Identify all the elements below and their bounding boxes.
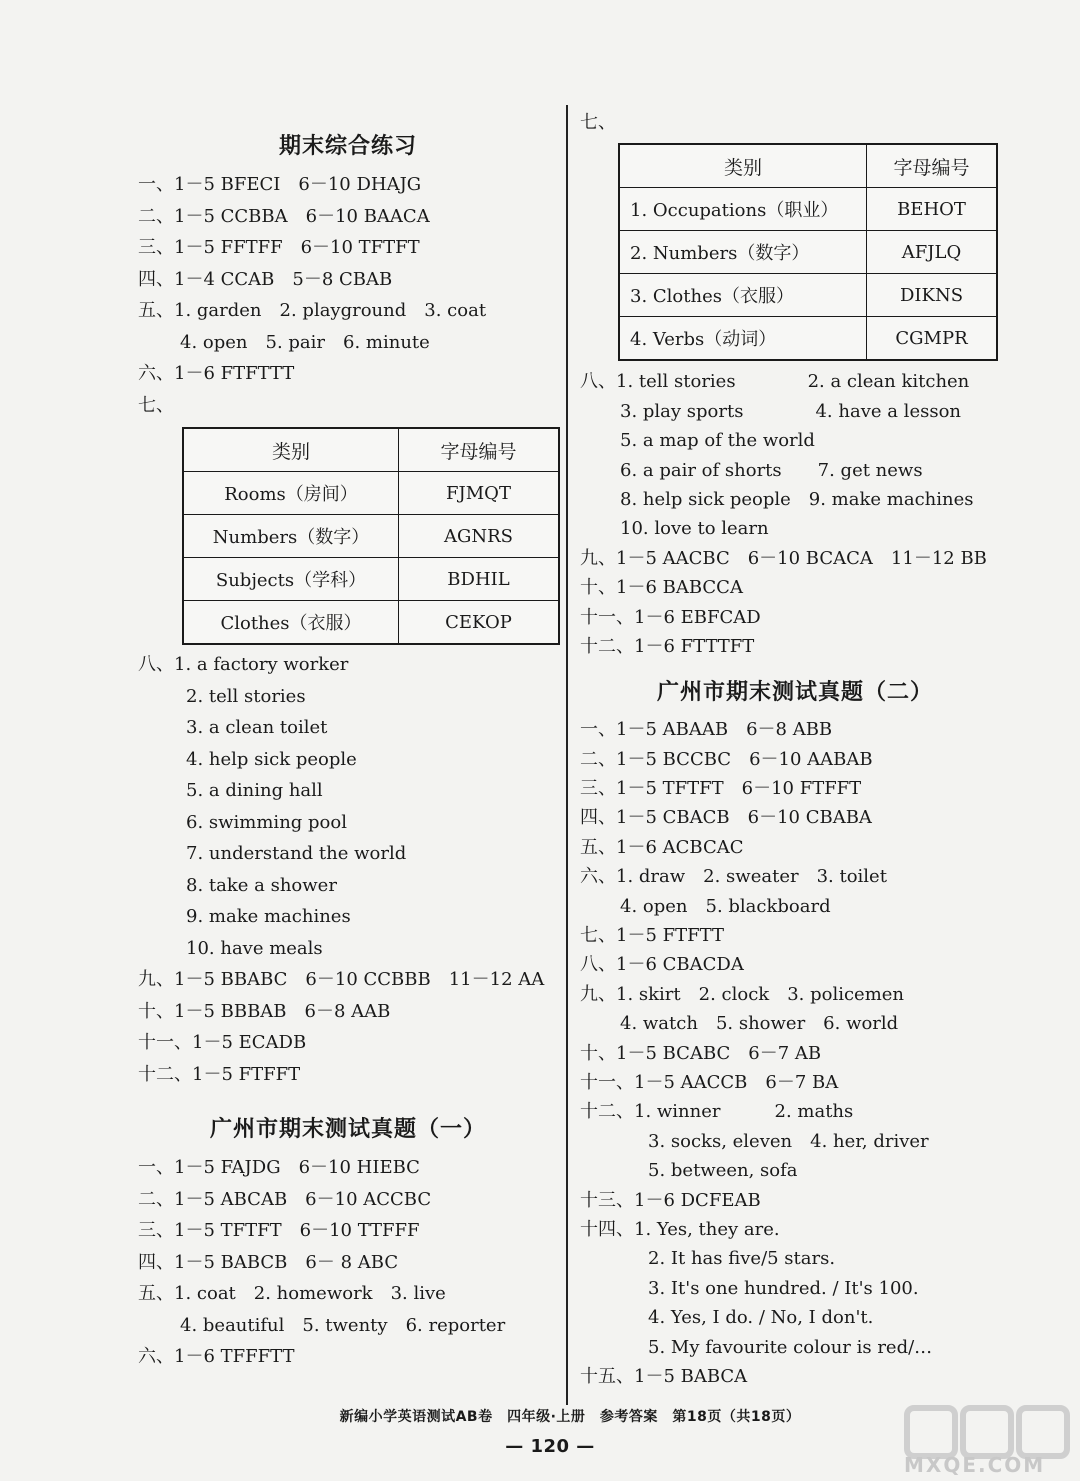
answer-line: 七、1－5 FTFTT [580, 925, 724, 947]
answer-line: 十二、1－6 FTTTFT [580, 635, 755, 657]
answer-line: 一、1－5 FAJDG 6－10 HIEBC [138, 1157, 420, 1178]
answer-line: 七、 [580, 112, 616, 133]
answer-line: 四、1－5 BABCB 6－ 8 ABC [138, 1251, 399, 1273]
table-row [619, 231, 997, 274]
watermark [900, 1405, 1070, 1475]
category-table-2 [618, 143, 998, 361]
watermark-glyph-icon [960, 1405, 1014, 1459]
table-cell: AFJLQ [867, 231, 998, 274]
answer-line: 十二、1－5 FTFFT [138, 1063, 301, 1085]
answer-line: 六、1. draw 2. sweater 3. toilet [580, 866, 887, 888]
answer-line: 五、1－6 ACBCAC [580, 836, 744, 858]
table-cell: 1. Occupations（职业） [619, 188, 867, 231]
table-cell: Rooms（房间） [183, 472, 399, 515]
section-title-guangzhou-1: 广州市期末测试真题（一） [209, 1117, 486, 1142]
answer-line: 9. make machines [186, 906, 351, 927]
watermark-glyph-icon [1016, 1405, 1070, 1459]
answer-line: 八、1. tell stories 2. a clean kitchen [580, 371, 970, 393]
answer-line: 8. help sick people 9. make machines [620, 488, 974, 510]
answer-line: 八、1. a factory worker [138, 654, 349, 675]
answer-line: 十、1－5 BBBAB 6－8 AAB [138, 1000, 391, 1022]
answer-line: 二、1－5 ABCAB 6－10 ACCBC [138, 1188, 432, 1210]
answer-line: 8. take a shower [186, 874, 337, 896]
answer-line: 一、1－5 BFECI 6－10 DHAJG [138, 174, 422, 195]
answer-line: 3. socks, eleven 4. her, driver [648, 1130, 929, 1152]
table-row [619, 274, 997, 317]
answer-line: 2. It has five/5 stars. [648, 1248, 836, 1270]
answer-line: 5. between, sofa [648, 1160, 798, 1182]
answer-line: 九、1. skirt 2. clock 3. policemen [580, 983, 905, 1005]
answer-line: 四、1－4 CCAB 5－8 CBAB [138, 268, 393, 290]
table-header-cell: 字母编号 [867, 144, 998, 188]
answer-line: 三、1－5 FFTFF 6－10 TFTFT [138, 237, 420, 258]
table-row [183, 515, 559, 558]
table-row [183, 472, 559, 515]
answer-line: 三、1－5 TFTFT 6－10 FTFFT [580, 778, 862, 800]
section-title-final-review: 期末综合练习 [278, 134, 417, 159]
table-cell: 3. Clothes（衣服） [619, 274, 867, 317]
page-number: — 120 — [505, 1436, 595, 1457]
category-table-1 [182, 427, 560, 645]
answer-line: 2. tell stories [186, 685, 306, 707]
answer-line: 4. beautiful 5. twenty 6. reporter [180, 1314, 506, 1336]
answer-line: 十四、1. Yes, they are. [580, 1218, 780, 1240]
answer-line: 4. watch 5. shower 6. world [620, 1013, 899, 1035]
answer-line: 六、1－6 FTFTTT [138, 363, 295, 384]
table-header-row [183, 428, 559, 472]
answer-line: 10. love to learn [620, 518, 769, 540]
table-header-row [619, 144, 997, 188]
answer-line: 五、1. coat 2. homework 3. live [138, 1283, 446, 1304]
answer-line: 3. It's one hundred. / It's 100. [648, 1277, 919, 1299]
table-cell: AGNRS [399, 515, 560, 558]
answer-line: 七、 [138, 394, 174, 416]
table-row [183, 558, 559, 601]
answer-line: 六、1－6 TFFFTT [138, 1346, 295, 1367]
answer-line: 4. open 5. blackboard [620, 895, 831, 917]
answer-line: 3. a clean toilet [186, 717, 328, 738]
answer-line: 一、1－5 ABAAB 6－8 ABB [580, 719, 833, 741]
answer-line: 10. have meals [186, 937, 323, 959]
answer-line: 4. Yes, I do. / No, I don't. [648, 1307, 874, 1329]
column-divider [566, 105, 568, 1405]
answer-line: 五、1. garden 2. playground 3. coat [138, 300, 487, 321]
answer-line: 5. My favourite colour is red/… [648, 1336, 933, 1358]
answer-line: 三、1－5 TFTFT 6－10 TTFFF [138, 1220, 420, 1241]
answer-line: 九、1－5 AACBC 6－10 BCACA 11－12 BB [580, 547, 987, 569]
answer-line: 7. understand the world [186, 843, 407, 864]
table-cell: CEKOP [399, 601, 560, 645]
answer-line: 十一、1－5 ECADB [138, 1032, 307, 1053]
table-cell: BEHOT [867, 188, 998, 231]
table-cell: DIKNS [867, 274, 998, 317]
answer-line: 二、1－5 BCCBC 6－10 AABAB [580, 748, 873, 770]
table-cell: FJMQT [399, 472, 560, 515]
table-header-cell: 字母编号 [399, 428, 560, 472]
section-title-guangzhou-2: 广州市期末测试真题（二） [656, 680, 933, 706]
answer-line: 十五、1－5 BABCA [580, 1365, 748, 1387]
answer-line: 二、1－5 CCBBA 6－10 BAACA [138, 205, 430, 227]
table-cell: Clothes（衣服） [183, 601, 399, 645]
table-cell: BDHIL [399, 558, 560, 601]
table-row [619, 317, 997, 361]
watermark-glyph-icon [904, 1405, 958, 1459]
answer-line: 十三、1－6 DCFEAB [580, 1189, 761, 1211]
table-cell: 2. Numbers（数字） [619, 231, 867, 274]
footer-book-info: 新编小学英语测试AB卷 四年级·上册 参考答案 第18页（共18页） [339, 1409, 801, 1425]
answer-line: 4. open 5. pair 6. minute [180, 331, 430, 353]
answer-line: 6. swimming pool [186, 811, 347, 833]
table-cell: Numbers（数字） [183, 515, 399, 558]
answer-line: 十一、1－6 EBFCAD [580, 606, 761, 628]
table-cell: Subjects（学科） [183, 558, 399, 601]
answer-line: 十、1－6 BABCCA [580, 577, 743, 599]
answer-line: 5. a dining hall [186, 780, 323, 801]
answer-line: 3. play sports 4. have a lesson [620, 400, 961, 422]
table-header-cell: 类别 [183, 428, 399, 472]
answer-line: 十、1－5 BCABC 6－7 AB [580, 1042, 822, 1064]
answer-line: 6. a pair of shorts 7. get news [620, 459, 923, 481]
table-row [183, 601, 559, 645]
answer-line: 八、1－6 CBACDA [580, 954, 744, 976]
answer-line: 九、1－5 BBABC 6－10 CCBBB 11－12 AA [138, 969, 545, 990]
table-cell: 4. Verbs（动词） [619, 317, 867, 361]
table-cell: CGMPR [867, 317, 998, 361]
answer-line: 四、1－5 CBACB 6－10 CBABA [580, 807, 872, 829]
answer-line: 十一、1－5 AACCB 6－7 BA [580, 1071, 839, 1093]
answer-line: 5. a map of the world [620, 430, 815, 452]
table-row [619, 188, 997, 231]
left-column [138, 125, 558, 1373]
answer-line: 十二、1. winner 2. maths [580, 1101, 854, 1123]
watermark-text: MXQE.COM [904, 1453, 1046, 1477]
table-header-cell: 类别 [619, 144, 867, 188]
answer-line: 4. help sick people [186, 748, 357, 770]
right-column [580, 108, 1010, 1391]
